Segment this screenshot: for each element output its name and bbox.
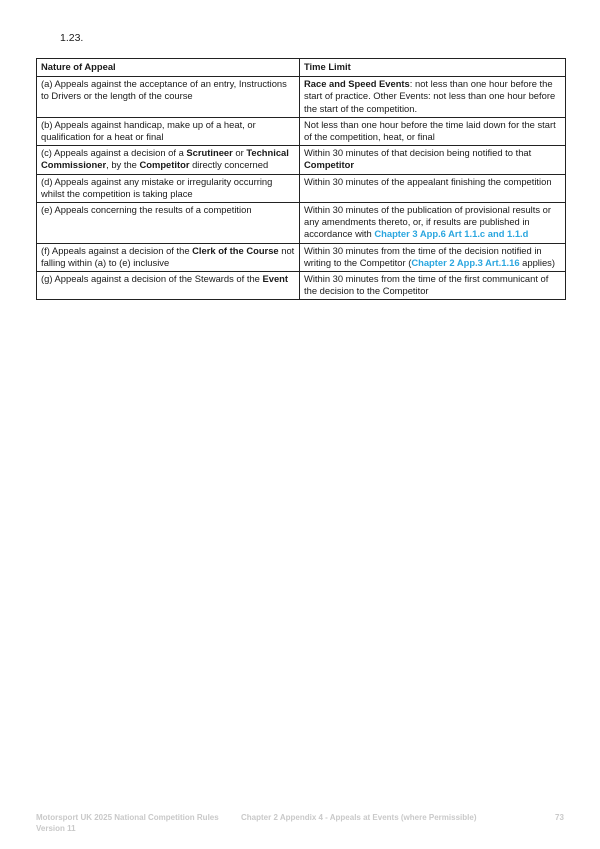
table-row-f <box>37 243 566 271</box>
defined-term: Competitor <box>139 159 190 171</box>
defined-term: Clerk of the Course <box>192 244 279 256</box>
nature-of-appeal-cell <box>37 272 300 300</box>
time-limit-cell <box>300 77 566 118</box>
time-limit-cell <box>300 272 566 300</box>
footer-publication <box>36 812 219 834</box>
cell-text: Within 30 minutes from the time of the first communicant of the decision to the Competitor <box>304 273 549 297</box>
column-header-nature: Nature of Appeal <box>37 59 300 77</box>
defined-term: Technical Commissioner <box>41 147 289 171</box>
nature-of-appeal-cell <box>37 117 300 145</box>
footer-publication-title: Motorsport UK 2025 National Competition Rules <box>36 813 219 822</box>
column-header-time-limit: Time Limit <box>300 59 566 77</box>
cross-reference-link[interactable]: Chapter 3 App.6 Art 1.1.c and 1.1.d <box>374 228 529 240</box>
defined-term: Event <box>262 273 289 285</box>
time-limit-cell <box>300 243 566 271</box>
time-limit-cell <box>300 117 566 145</box>
cell-text: (a) Appeals against the acceptance of an entry, Instructions to Drivers or the length of the course <box>41 78 287 102</box>
cell-text: Within 30 minutes of the publication of provisional results or any amendments thereto, or, if results are published in accordance with <box>304 204 552 240</box>
cell-text: Within 30 minutes of that decision being notified to that <box>304 147 532 159</box>
section-number: 1.23. <box>60 32 84 44</box>
nature-of-appeal-cell <box>37 243 300 271</box>
table-row-e <box>37 203 566 244</box>
cell-text: (b) Appeals against handicap, make up of a heat, or qualification for a heat or final <box>41 118 256 143</box>
appeals-time-limit-table <box>36 58 566 300</box>
cell-text: (e) Appeals concerning the results of a competition <box>41 204 252 216</box>
cross-reference-link[interactable]: Chapter 2 App.3 Art.1.16 <box>411 256 520 268</box>
defined-term: Competitor <box>304 159 354 171</box>
cell-text: , by the <box>106 159 140 171</box>
time-limit-cell <box>300 203 566 244</box>
defined-term: Scrutineer <box>186 147 233 159</box>
cell-text: (f) Appeals against a decision of the <box>41 244 193 256</box>
cell-text: (g) Appeals against a decision of the Stewards of the <box>41 273 263 285</box>
footer-chapter-title: Chapter 2 Appendix 4 - Appeals at Events (where Permissible) <box>241 813 477 822</box>
table-row-g <box>37 272 566 300</box>
table-row-d <box>37 174 566 202</box>
cell-text: directly concerned <box>189 159 269 171</box>
cell-text: not falling within (a) to (e) inclusive <box>41 244 295 268</box>
time-limit-cell <box>300 174 566 202</box>
footer-page-number: 73 <box>555 813 564 822</box>
table-row-b <box>37 117 566 145</box>
footer-version: Version 11 <box>36 824 76 833</box>
table-row-a <box>37 77 566 118</box>
nature-of-appeal-cell <box>37 174 300 202</box>
defined-term: Race and Speed Events <box>304 78 410 90</box>
cell-text: applies) <box>519 256 555 268</box>
nature-of-appeal-cell <box>37 146 300 174</box>
table-header-row <box>37 59 566 77</box>
nature-of-appeal-cell <box>37 203 300 244</box>
table-row-c <box>37 146 566 174</box>
cell-text: (c) Appeals against a decision of a <box>41 147 187 159</box>
cell-text: Within 30 minutes of the appealant finishing the competition <box>304 175 552 187</box>
cell-text: or <box>232 147 247 159</box>
time-limit-cell <box>300 146 566 174</box>
cell-text: Not less than one hour before the time laid down for the start of the competition, heat, or final <box>304 118 556 143</box>
cell-text: : not less than one hour before the start of practice. Other Events: not less than one hour before the start of the competition. <box>304 78 556 114</box>
nature-of-appeal-cell <box>37 77 300 118</box>
cell-text: (d) Appeals against any mistake or irregularity occurring whilst the competition is taking place <box>41 175 273 199</box>
table-body <box>37 77 566 300</box>
cell-text: Within 30 minutes from the time of the decision notified in writing to the Competitor ( <box>304 244 542 268</box>
